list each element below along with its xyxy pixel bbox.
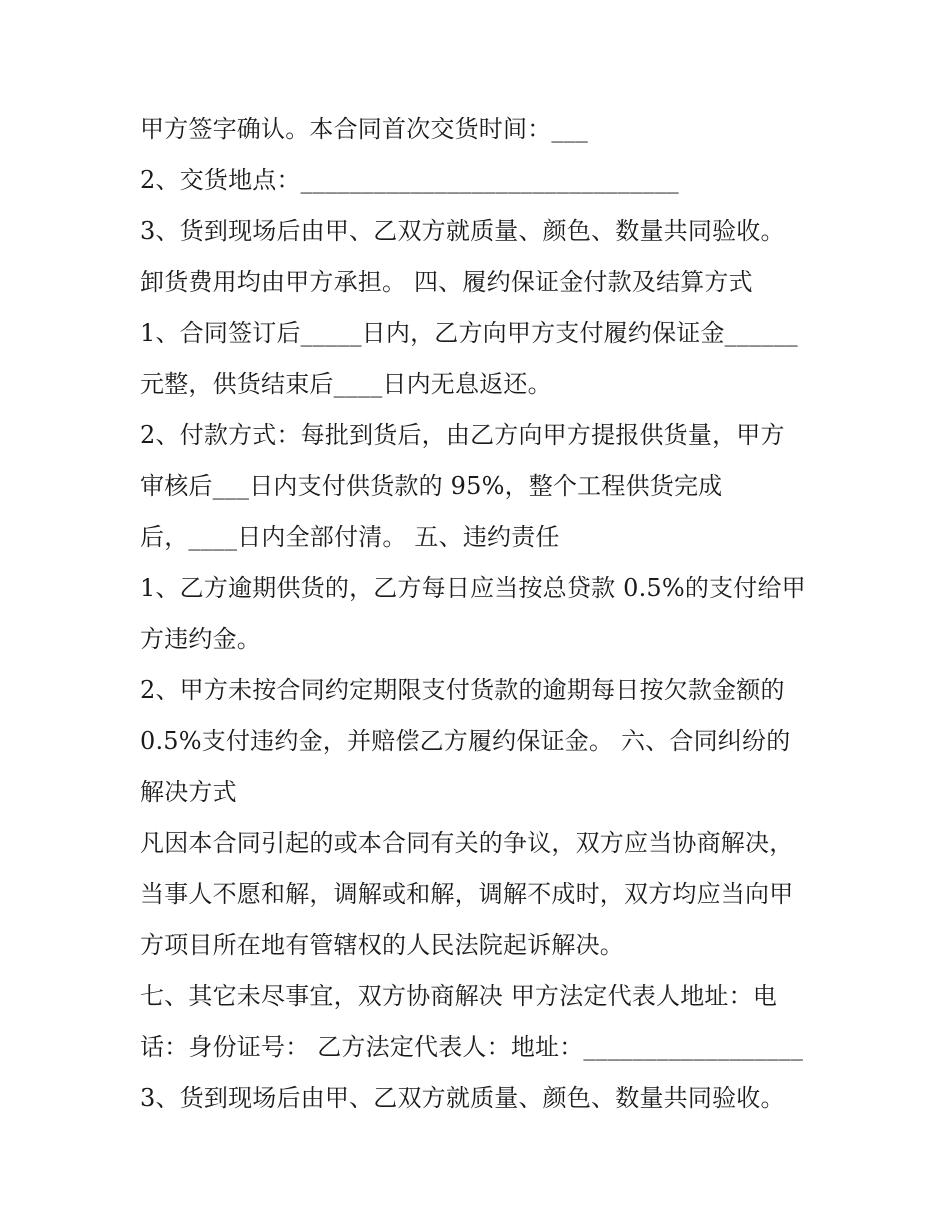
text-line: 1、合同签订后_____日内，乙方向甲方支付履约保证金______: [140, 319, 798, 347]
text-line: 解决方式: [140, 778, 237, 806]
text-line: 2、甲方未按合同约定期限支付货款的逾期每日按欠款金额的: [140, 676, 785, 704]
text-line: 1、乙方逾期供货的，乙方每日应当按总贷款 0.5%的支付给甲: [140, 574, 806, 602]
text-line: 3、货到现场后由甲、乙双方就质量、颜色、数量共同验收。: [140, 1084, 785, 1112]
text-line: 卸货费用均由甲方承担。 四、履约保证金付款及结算方式: [140, 268, 753, 296]
text-line: 七、其它未尽事宜，双方协商解决 甲方法定代表人地址：电: [140, 982, 778, 1010]
text-line: 当事人不愿和解，调解或和解，调解不成时，双方均应当向甲: [140, 880, 794, 908]
text-line: 方项目所在地有管辖权的人民法院起诉解决。: [140, 931, 624, 959]
text-line: 凡因本合同引起的或本合同有关的争议，双方应当协商解决，: [140, 829, 794, 857]
text-line: 0.5%支付违约金，并赔偿乙方履约保证金。 六、合同纠纷的: [140, 727, 791, 755]
text-line: 话：身份证号： 乙方法定代表人：地址：__________________: [140, 1033, 804, 1061]
text-line: 甲方签字确认。本合同首次交货时间：___: [140, 115, 588, 143]
text-line: 3、货到现场后由甲、乙双方就质量、颜色、数量共同验收。: [140, 217, 785, 245]
text-line: 审核后___日内支付供货款的 95%，整个工程供货完成: [140, 472, 723, 500]
text-line: 后，____日内全部付清。 五、违约责任: [140, 523, 560, 551]
text-line: 元整，供货结束后____日内无息返还。: [140, 370, 552, 398]
document-body: [140, 104, 820, 1124]
text-line: 2、交货地点：_______________________________: [140, 166, 679, 194]
text-line: 方违约金。: [140, 625, 261, 653]
text-line: 2、付款方式：每批到货后，由乙方向甲方提报供货量，甲方: [140, 421, 785, 449]
